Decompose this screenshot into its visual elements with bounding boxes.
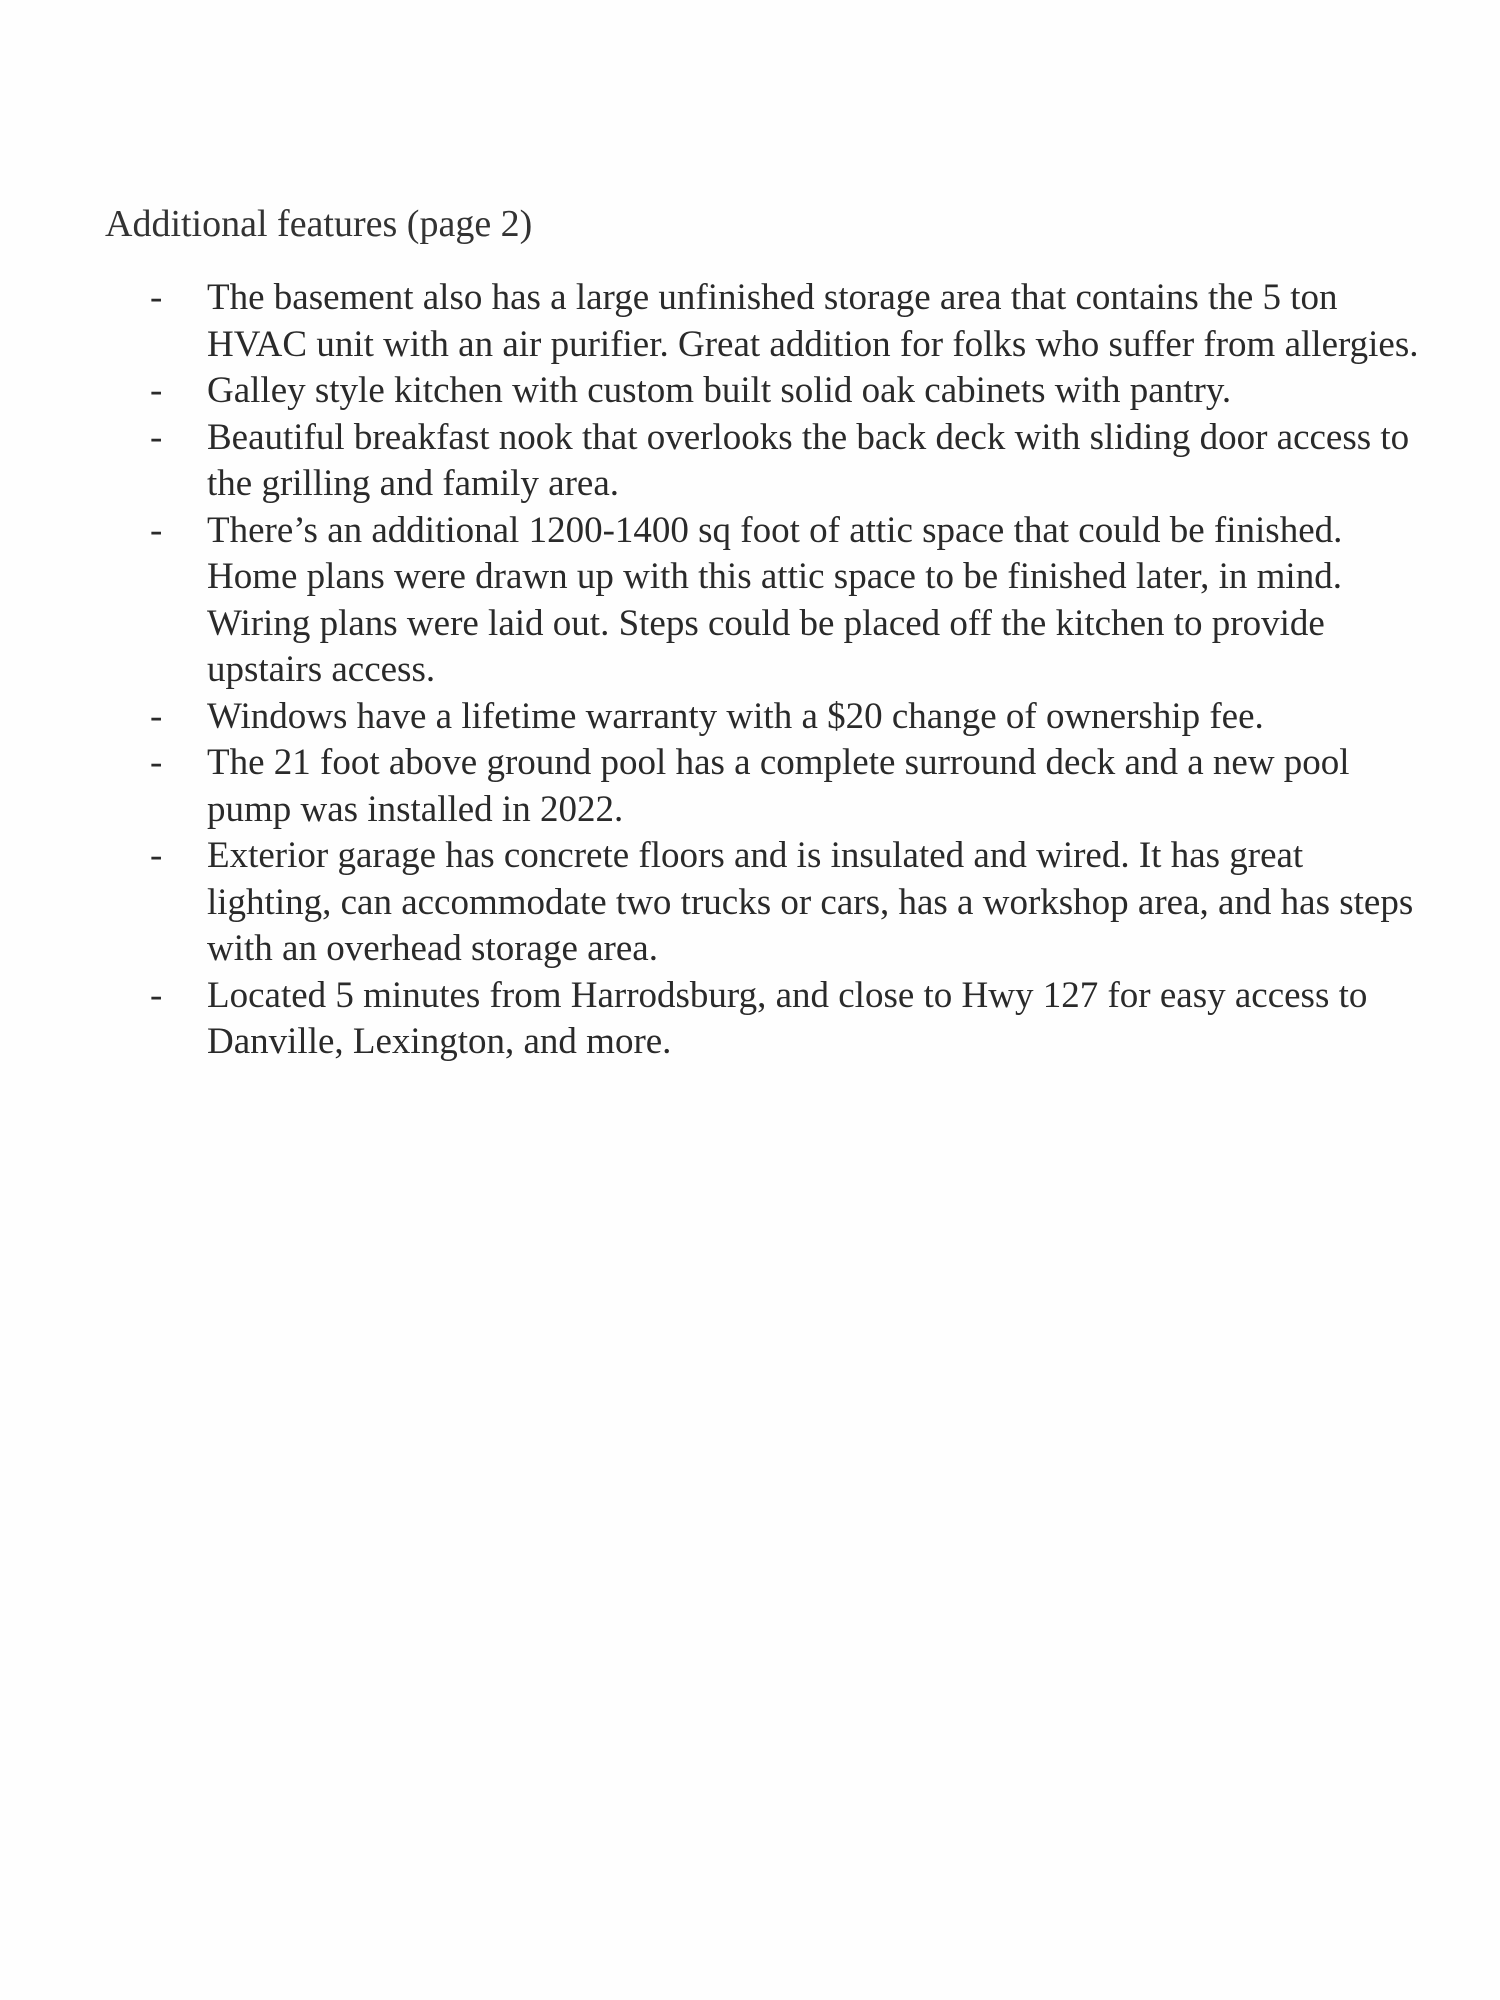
feature-item-location — [150, 973, 1420, 1066]
feature-item-windows — [150, 694, 1420, 741]
feature-text: There’s an additional 1200-1400 sq foot of attic space that could be finished. Home plans were drawn up with this attic space to be finished later, in mind. Wiring plans were laid out. Steps could be placed off the kitchen to provide upstairs access. — [207, 509, 1343, 690]
bullet-dash: - — [150, 835, 163, 876]
feature-text: Beautiful breakfast nook that overlooks the back deck with sliding door access to the grilling and family area. — [207, 416, 1410, 504]
feature-text: The basement also has a large unfinished storage area that contains the 5 ton HVAC unit with an air purifier. Great addition for folks who suffer from allergies. — [207, 277, 1419, 365]
bullet-dash: - — [150, 742, 163, 783]
feature-list — [150, 275, 1420, 1066]
bullet-dash: - — [150, 277, 163, 318]
bullet-dash: - — [150, 416, 163, 458]
bullet-dash: - — [150, 509, 163, 551]
feature-item-pool — [150, 740, 1420, 833]
feature-text: Exterior garage has concrete floors and is insulated and wired. It has great lighting, can accommodate two trucks or cars, has a workshop area, and has steps with an overhead storage area. — [207, 835, 1414, 969]
page-heading: Additional features (page 2) — [105, 203, 533, 245]
feature-text: Located 5 minutes from Harrodsburg, and close to Hwy 127 for easy access to Danville, Lexington, and more. — [207, 974, 1368, 1062]
bullet-dash: - — [150, 370, 163, 411]
feature-item-garage — [150, 833, 1420, 973]
feature-item-attic — [150, 508, 1420, 694]
feature-item-basement — [150, 275, 1420, 368]
feature-text: Windows have a lifetime warranty with a $20 change of ownership fee. — [207, 695, 1264, 737]
feature-text: The 21 foot above ground pool has a complete surround deck and a new pool pump was installed in 2022. — [207, 742, 1350, 830]
feature-text: Galley style kitchen with custom built solid oak cabinets with pantry. — [207, 370, 1232, 411]
feature-item-breakfast-nook — [150, 415, 1420, 508]
bullet-dash: - — [150, 695, 163, 737]
feature-item-kitchen — [150, 368, 1420, 415]
bullet-dash: - — [150, 974, 163, 1016]
